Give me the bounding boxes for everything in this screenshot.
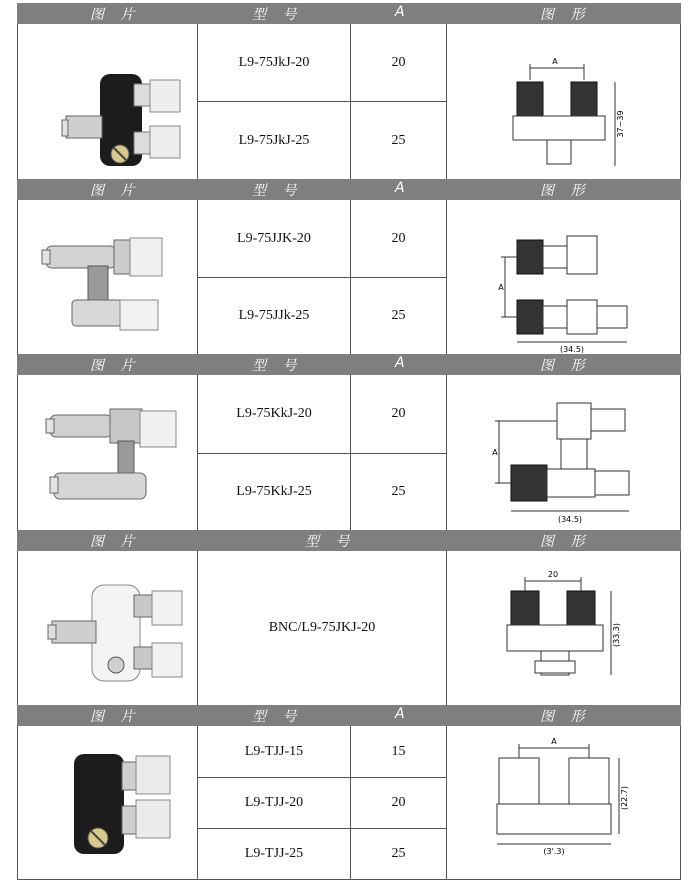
dim-label-top: 20 xyxy=(547,570,559,579)
header-figure: 图 形 xyxy=(540,358,591,374)
product-photo xyxy=(18,551,197,705)
header-model: 型 号 xyxy=(252,358,303,374)
dimension-drawing xyxy=(447,726,681,879)
table-header xyxy=(17,3,681,24)
product-photo xyxy=(18,375,197,530)
header-figure: 图 形 xyxy=(540,534,591,550)
product-photo xyxy=(18,726,197,879)
dim-label-bottom: (34.5) xyxy=(559,345,585,354)
model-cell: L9-75JkJ-20 xyxy=(238,54,310,70)
dim-label-top: A xyxy=(552,57,558,66)
dim-label-bottom: (34.5) xyxy=(557,515,583,524)
dim-label-bottom: (3'.3) xyxy=(543,847,565,856)
a-value-cell: 20 xyxy=(391,230,406,246)
table-header xyxy=(17,354,681,375)
a-value-cell: 20 xyxy=(391,406,406,421)
a-value-cell: 25 xyxy=(391,308,406,323)
a-value-cell: 25 xyxy=(391,484,406,499)
header-figure: 图 形 xyxy=(540,709,591,725)
header-a: A xyxy=(395,355,411,371)
dim-label-side: A xyxy=(498,283,504,292)
header-model: 型 号 xyxy=(252,709,303,725)
header-picture: 图 片 xyxy=(90,7,141,23)
dim-label-top: A xyxy=(551,737,557,746)
header-a: A xyxy=(395,180,411,196)
header-picture: 图 片 xyxy=(90,709,141,725)
model-cell: L9-75KkJ-25 xyxy=(236,484,312,499)
model-cell: L9-75JJk-25 xyxy=(238,308,310,323)
a-value-cell: 20 xyxy=(391,795,406,810)
dimension-drawing xyxy=(447,551,681,705)
model-cell: L9-TJJ-20 xyxy=(244,795,304,810)
header-a: A xyxy=(395,706,411,722)
header-figure: 图 形 xyxy=(540,183,591,199)
header-model: 型 号 xyxy=(252,7,303,23)
a-value-cell: 25 xyxy=(391,132,406,148)
product-photo xyxy=(18,24,197,179)
dimension-drawing xyxy=(447,24,681,179)
a-value-cell: 25 xyxy=(391,846,406,861)
a-value-cell: 15 xyxy=(391,743,406,759)
dimension-drawing xyxy=(447,375,681,530)
dim-label-side: (33.3) xyxy=(612,622,621,648)
header-picture: 图 片 xyxy=(90,358,141,374)
dim-label-side: 37~39 xyxy=(616,110,625,138)
table-header xyxy=(17,530,681,551)
model-cell: L9-75KkJ-20 xyxy=(236,406,312,421)
table-header xyxy=(17,705,681,726)
header-a: A xyxy=(395,4,411,20)
header-model: 型 号 xyxy=(252,183,303,199)
header-picture: 图 片 xyxy=(90,534,141,550)
dim-label-side: (22.7) xyxy=(620,785,629,811)
dim-label-side: A xyxy=(492,448,498,457)
model-cell: L9-75JkJ-25 xyxy=(238,132,310,148)
dimension-drawing xyxy=(447,200,681,354)
model-cell: L9-TJJ-25 xyxy=(244,846,304,861)
header-model: 型 号 xyxy=(305,534,356,550)
a-value-cell: 20 xyxy=(391,54,406,70)
table-header xyxy=(17,179,681,200)
model-cell: BNC/L9-75JKJ-20 xyxy=(268,620,376,635)
product-photo xyxy=(18,200,197,354)
header-picture: 图 片 xyxy=(90,183,141,199)
model-cell: L9-75JJK-20 xyxy=(237,230,311,246)
model-cell: L9-TJJ-15 xyxy=(244,743,304,759)
header-figure: 图 形 xyxy=(540,7,591,23)
